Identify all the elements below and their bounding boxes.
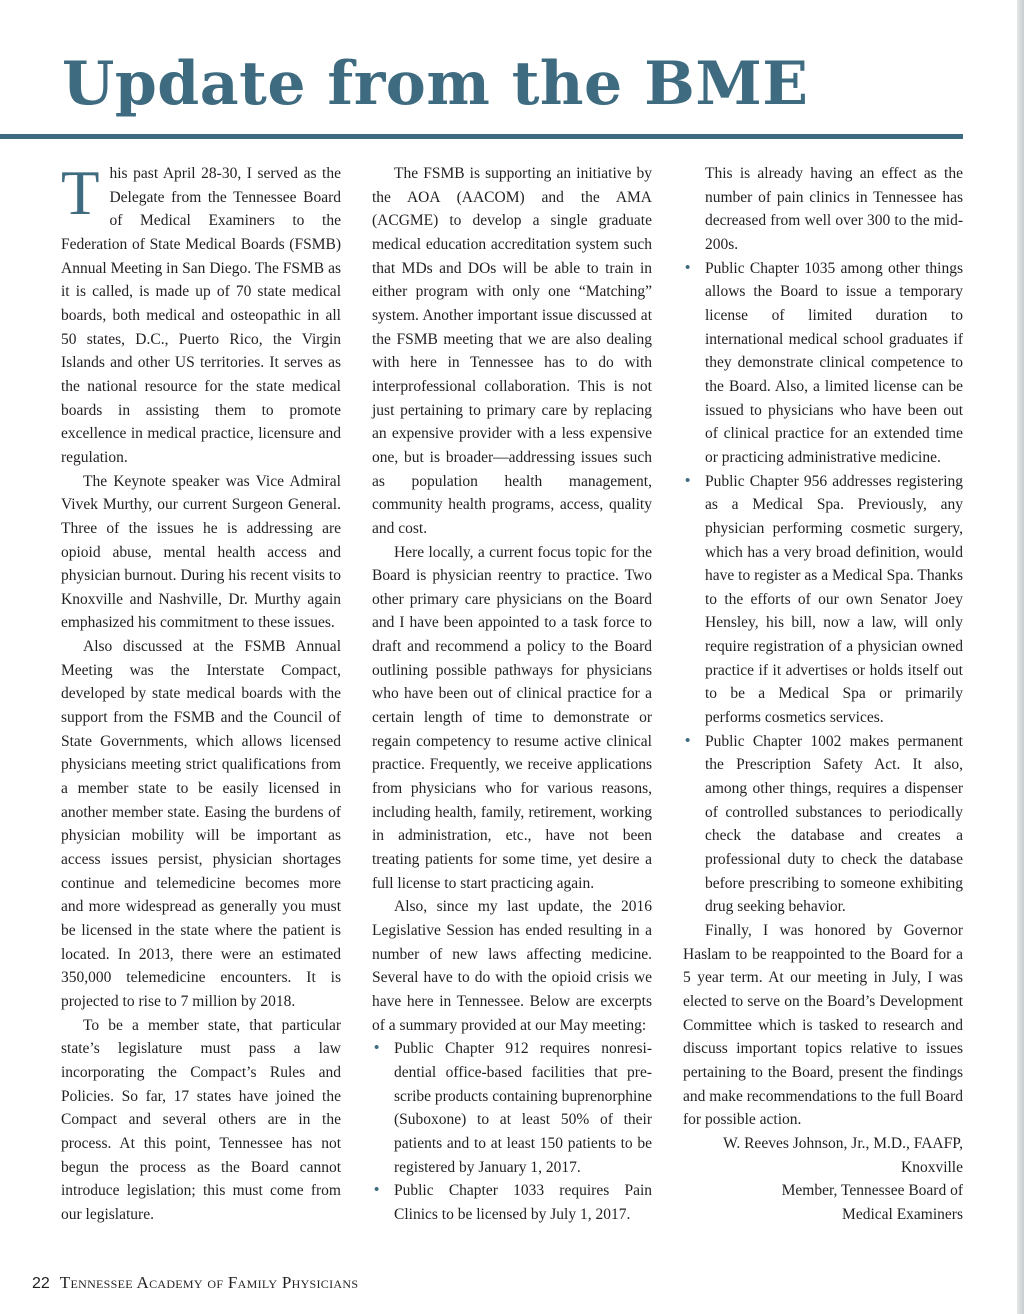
bullet-item: • Public Chapter 1033 requires Pain Clinics to be licensed by July 1, 2017. xyxy=(372,1179,652,1226)
page-number: 22 xyxy=(32,1275,50,1292)
signature-role-line-2: Medical Examiners xyxy=(842,1205,963,1223)
bullet-dot-icon: • xyxy=(685,259,691,276)
bullet-dot-icon: • xyxy=(685,732,691,749)
page-footer xyxy=(32,1273,358,1293)
legislation-bullet-list-continued xyxy=(683,162,963,919)
publication-name: Tennessee Academy of Family Physicians xyxy=(59,1273,359,1292)
page-title: Update from the BME xyxy=(62,49,809,119)
article-column-1 xyxy=(61,158,341,1227)
bullet-item: • Public Chapter 912 requires nonresidential office-based facilities that prescribe products containing buprenorphine (Suboxone) to at least 50% of their patients and to at least 150 patients to be registered by January 1, 2017. xyxy=(372,1037,652,1179)
article-intro-paragraph xyxy=(61,158,341,470)
signature-name: W. Reeves Johnson, Jr., M.D., FAAFP, xyxy=(723,1134,963,1152)
article-paragraph: The Keynote speaker was Vice Admiral Vivek Murthy, our current Surgeon General. Three of the issues he is addressing are opioid abuse, mental health access and physician burnout. During his recent visits to Knoxville and Nashville, Dr. Murthy again emphasized his commitment to these issues. xyxy=(61,472,341,632)
bullet-dot-icon: • xyxy=(685,472,691,489)
article-paragraph: Here locally, a current focus topic for the Board is physician reentry to practice. Two other primary care physicians on the Board and I have been appointed to a task force to draft and recommend a policy to the Board outlining possible pathways for physicians who have been out of clinical practice for a certain length of time to demonstrate or regain competency to resume active clinical practice. Frequently, we receive applications from physicians who for various reasons, including health, family, retirement, working in administration, etc., have not been treating patients for some time, yet desire a full license to start practicing again. xyxy=(372,543,652,892)
article-column-2 xyxy=(372,162,652,1227)
bullet-item: • Public Chapter 956 addresses registering as a Medical Spa. Previously, any physician performing cosmetic surgery, which has a very broad definition, would have to register as a Medical Spa. Thanks to the efforts of our own Senator Joey Hensley, his bill, now a law, will only require registration of a physician owned practice if it advertises or holds itself out to be a Medical Spa or primarily performs cosmetics services. xyxy=(683,470,963,730)
article-paragraph: The FSMB is supporting an initiative by the AOA (AACOM) and the AMA (ACGME) to develop a single graduate medical education accreditation system such that MDs and DOs will be able to train in either program with only one “Matching” system. Another important issue discussed at the FSMB meeting that we are also dealing with here in Tennessee has to do with interprofessional collaboration. This is not just pertaining to primary care by replacing an expensive provider with a less expensive one, but is broader—addressing issues such as population health management, community health programs, access, quality and cost. xyxy=(372,165,652,537)
bullet-item: • Public Chapter 1035 among other things allows the Board to issue a temporary license of limited duration to international medical school graduates if they demonstrate clinical competence to the Board. Also, a limited license can be issued to physicians who have been out of clinical practice for an extended time or practicing administrative medicine. xyxy=(683,257,963,470)
legislation-bullet-list xyxy=(372,1037,652,1226)
bullet-dot-icon: • xyxy=(374,1040,380,1057)
bullet-dot-icon: • xyxy=(374,1182,380,1199)
page-edge-strip xyxy=(1017,0,1024,1314)
article-paragraph: Also discussed at the FSMB Annual Meeting was the Interstate Compact, developed by state medical boards with the support from the FSMB and the Council of State Governments, which allows licensed physicians meeting strict qualifications from a member state to be easily licensed in another member state. Easing the burdens of physician mobility will be important as access issues persist, physician shortages continue and telemedicine becomes more and more widespread as generally you must be licensed in the state where the patient is located. In 2013, there were an estimated 350,000 telemedicine encounters. It is projected to rise to 7 million by 2018. xyxy=(61,638,341,1010)
signature-role-line-1: Member, Tennessee Board of xyxy=(781,1182,963,1200)
article-column-3 xyxy=(683,162,963,1227)
article-paragraph: Also, since my last update, the 2016 Legislative Session has ended resulting in a number of new laws affecting medicine. Several have to do with the opioid crisis we have here in Tennessee. Below are excerpts of a summary provided at our May meeting: xyxy=(372,898,652,1034)
signature-city: Knoxville xyxy=(901,1158,963,1176)
bullet-item: • Public Chapter 1002 makes permanent the Prescription Safety Act. It also, among other things, requires a dispenser of controlled substances to periodically check the database and creates a professional duty to check the database before prescribing to someone exhibiting drug seeking behavior. xyxy=(683,730,963,919)
author-signature xyxy=(683,1132,963,1227)
drop-cap: T xyxy=(61,158,100,228)
article-paragraph: To be a member state, that particular state’s legislature must pass a law incorporating the Compact’s Rules and Policies. So far, 17 states have joined the Compact and several others are in the process. At this point, Tennessee has not begun the process as the Board cannot introduce legislation; this must come from our legislature. xyxy=(61,1016,341,1223)
bullet-item-continuation: This is already having an effect as the number of pain clinics in Tennessee has decreased from well over 300 to the mid-200s. xyxy=(705,165,963,253)
title-rule xyxy=(0,134,963,139)
closing-paragraph: Finally, I was honored by Governor Haslam to be reappointed to the Board for a 5 year term. At our meeting in July, I was elected to serve on the Board’s Development Committee which is tasked to research and discuss important topics relative to issues pertaining to the Board, present the findings and make recommendations to the full Board for possible action. xyxy=(683,922,963,1129)
intro-text: his past April 28-30, I served as the Delegate from the Tennessee Board of Medical Examiners to the Federation of State Medical Boards (FSMB) Annual Meeting in San Diego. The FSMB as it is called, is made up of 70 state medical boards, both medical and osteopathic in all 50 states, D.C., Puerto Rico, the Virgin Islands and other US territories. It serves as the national resource for the state medical boards in assisting them to promote excellence in medical practice, licensure and regulation. xyxy=(61,165,341,466)
